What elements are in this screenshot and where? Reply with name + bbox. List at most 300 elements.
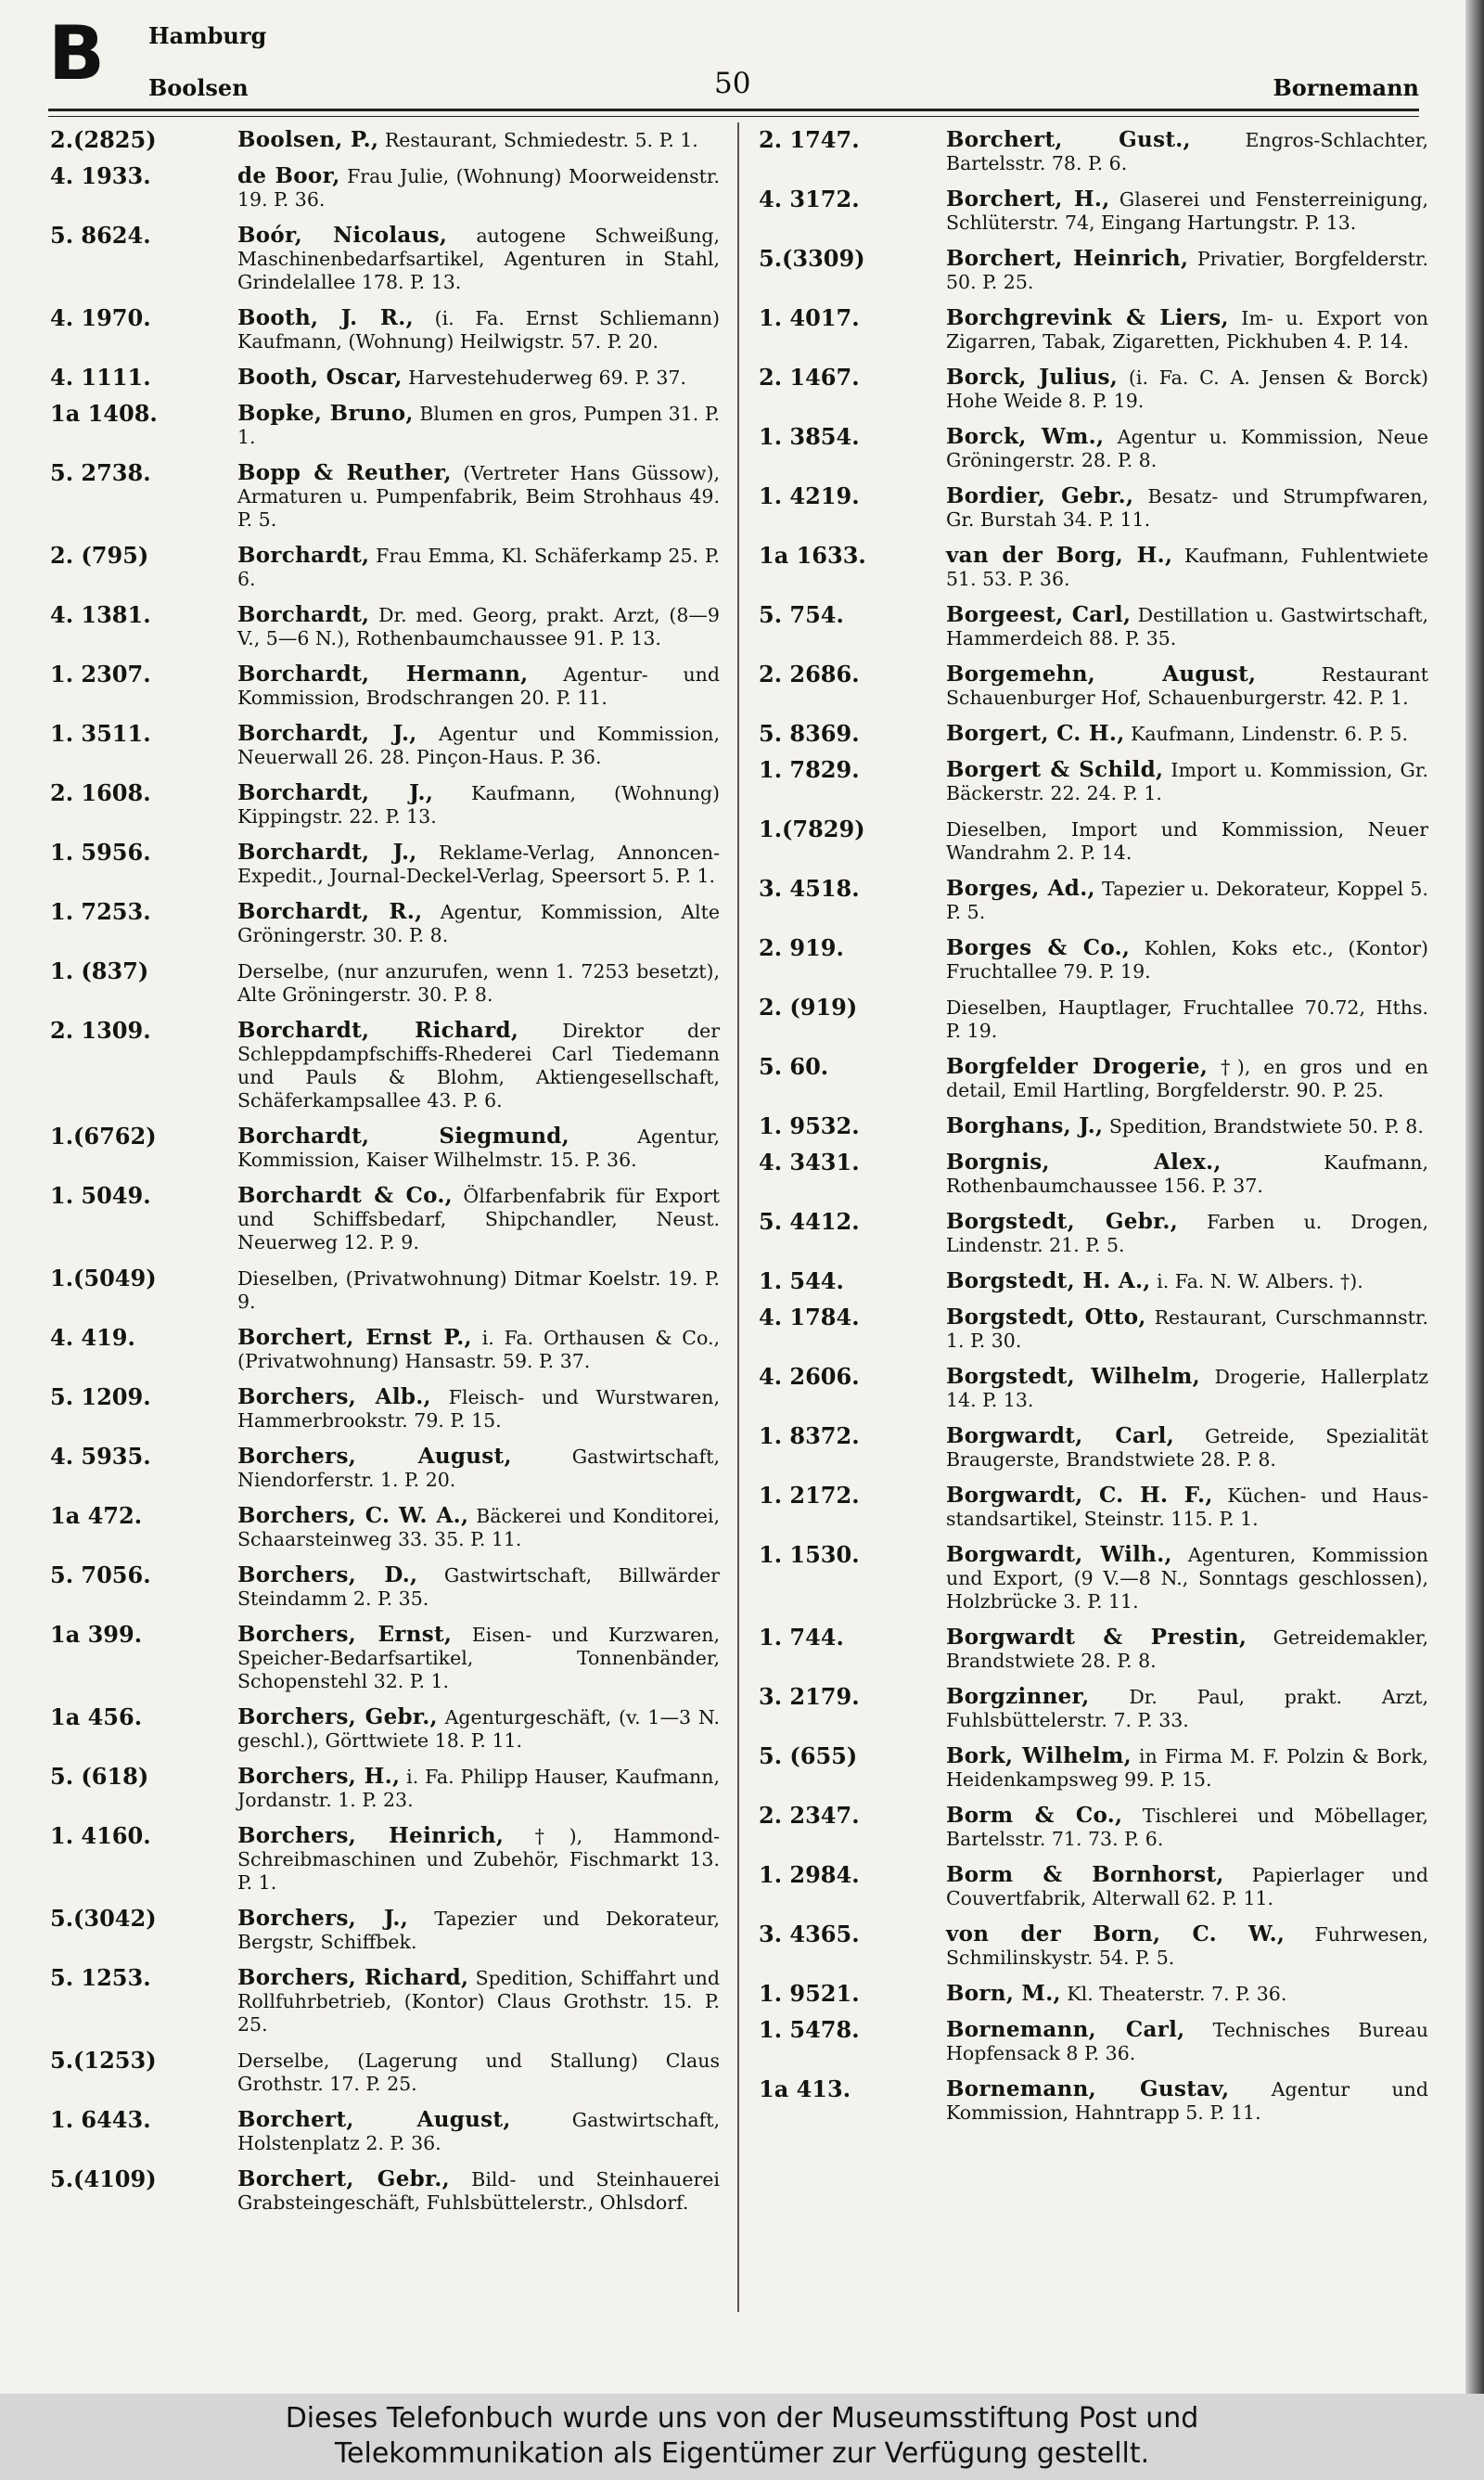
- entry-name: Borgstedt, Gebr.,: [946, 1209, 1178, 1234]
- entry-details: Gastwirtschaft, Niendorferstr. 1. P. 20.: [237, 1446, 720, 1491]
- entry-name: Borchers, Gebr.,: [237, 1704, 438, 1729]
- phone-number: 2. 2686.: [759, 661, 860, 687]
- entry-name: Boór, Nicolaus,: [237, 223, 448, 248]
- entry-details: Agentur und Kommission, Neuerwall 26. 28. Pinçon-Haus. P. 36.: [237, 723, 720, 768]
- phone-number: 5. 8369.: [759, 720, 860, 747]
- entry-name: Borgwardt, C. H. F.,: [946, 1483, 1213, 1508]
- directory-entry: [50, 1765, 720, 1812]
- directory-entry: [759, 1210, 1428, 1257]
- entry-text: [946, 425, 1428, 472]
- entry-details: Privatier, Borgfelderstr. 50. P. 25.: [946, 248, 1428, 293]
- phone-number: 2. (919): [759, 994, 858, 1021]
- phone-number: 1. 5956.: [50, 839, 151, 866]
- entry-text: [946, 817, 1428, 865]
- phone-number: 5. 7056.: [50, 1561, 151, 1588]
- entry-name: Borgfelder Drogerie,: [946, 1054, 1209, 1079]
- entry-text: [237, 2049, 720, 2096]
- entry-name: Borchardt, Siegmund,: [237, 1124, 569, 1149]
- directory-entry: [759, 758, 1428, 805]
- directory-entry: [759, 1625, 1428, 1673]
- entry-details: †), en gros und en detail, Emil Hartling, Borgfelderstr. 90. P. 25.: [946, 1056, 1428, 1101]
- entry-details: in Firma M. F. Polzin & Bork, Heidenkampsweg 99. P. 15.: [946, 1745, 1428, 1791]
- directory-entry: [50, 900, 720, 947]
- entry-text: [237, 306, 720, 353]
- entry-name: Borgzinner,: [946, 1684, 1090, 1709]
- header-first-entry: Boolsen: [148, 74, 249, 101]
- entry-text: [237, 603, 720, 650]
- entry-text: [946, 936, 1428, 983]
- entry-name: Borgstedt, Otto,: [946, 1304, 1146, 1330]
- entry-text: [946, 1424, 1428, 1471]
- directory-entry: [759, 1305, 1428, 1353]
- entry-name: Borm & Bornhorst,: [946, 1862, 1224, 1887]
- entry-name: Borchers, August,: [237, 1444, 512, 1469]
- entry-text: [237, 1184, 720, 1254]
- entry-details: Destillation u. Gastwirtschaft, Hammerdeich 88. P. 35.: [946, 604, 1428, 649]
- entry-text: [237, 781, 720, 829]
- entry-text: [237, 1765, 720, 1812]
- phone-number: 5. (618): [50, 1763, 149, 1790]
- entry-details: Besatz- und Strumpfwaren, Gr. Burstah 34. P. 11.: [946, 485, 1428, 531]
- header-last-entry: Bornemann: [1273, 74, 1419, 101]
- entry-details: Bäckerei und Konditorei, Schaarsteinweg 33. 35. P. 11.: [237, 1505, 720, 1550]
- entry-name: Borchardt, R.,: [237, 899, 423, 924]
- phone-number: 4. 1970.: [50, 304, 151, 331]
- entry-name: Borchert, Gebr.,: [237, 2166, 450, 2191]
- entry-details: Restaurant, Curschmannstr. 1. P. 30.: [946, 1306, 1428, 1352]
- directory-entry: [759, 662, 1428, 710]
- phone-number: 1a 1408.: [50, 400, 158, 427]
- phone-number: 2. 2347.: [759, 1802, 860, 1829]
- phone-number: 1.(6762): [50, 1123, 157, 1150]
- entry-name: Bornemann, Gustav,: [946, 2076, 1230, 2101]
- entry-name: Borm & Co.,: [946, 1803, 1123, 1828]
- entry-name: Bopke, Bruno,: [237, 401, 414, 426]
- entry-name: Borgstedt, H. A.,: [946, 1268, 1151, 1293]
- entry-text: [237, 1705, 720, 1753]
- phone-number: 1. 6443.: [50, 2106, 151, 2133]
- phone-number: 1. 5049.: [50, 1182, 151, 1209]
- entry-details: †), Hammond-Schreibmaschinen und Zubehör, Fischmarkt 13. P. 1.: [237, 1825, 720, 1894]
- entry-name: Booth, Oscar,: [237, 365, 403, 390]
- entry-text: [946, 722, 1428, 746]
- entry-details: Agentur, Kommission, Alte Gröningerstr. 30. P. 8.: [237, 901, 720, 946]
- entry-text: [946, 1305, 1428, 1353]
- phone-number: 4. 1111.: [50, 364, 151, 391]
- entry-name: Borchardt, J.,: [237, 721, 417, 746]
- phone-number: 1a 456.: [50, 1703, 143, 1730]
- directory-entry: [50, 662, 720, 710]
- directory-entry: [759, 1744, 1428, 1792]
- entry-name: Borgwardt, Wilh.,: [946, 1542, 1172, 1567]
- directory-entry: [50, 1445, 720, 1492]
- directory-entry: [759, 366, 1428, 413]
- entry-name: Borgert & Schild,: [946, 757, 1164, 782]
- entry-details: Gastwirtschaft, Holstenplatz 2. P. 36.: [237, 2109, 720, 2154]
- entry-text: [946, 662, 1428, 710]
- directory-entry: [50, 306, 720, 353]
- entry-details: i. Fa. N. W. Albers. †).: [1157, 1270, 1363, 1292]
- phone-number: 3. 4518.: [759, 875, 860, 902]
- entry-name: Borchers, J.,: [237, 1906, 409, 1931]
- entry-details: Harvestehuderweg 69. P. 37.: [408, 366, 686, 389]
- entry-details: Reklame-Verlag, Annoncen-Expedit., Journal-Deckel-Verlag, Speersort 5. P. 1.: [237, 842, 720, 887]
- entry-text: [237, 1445, 720, 1492]
- phone-number: 4. 1933.: [50, 162, 151, 189]
- phone-number: 1. 544.: [759, 1267, 844, 1294]
- entry-text: [237, 1266, 720, 1314]
- entry-details: Kaufmann, (Wohnung) Kippingstr. 22. P. 13.: [237, 782, 720, 828]
- directory-entry: [50, 1124, 720, 1172]
- directory-entry: [759, 877, 1428, 924]
- directory-entry: [50, 1563, 720, 1611]
- entry-details: Engros-Schlachter, Bartelsstr. 78. P. 6.: [946, 129, 1428, 174]
- entry-name: Borchardt, Hermann,: [237, 662, 529, 687]
- phone-number: 5. 2738.: [50, 459, 151, 486]
- phone-number: 5. 60.: [759, 1053, 829, 1080]
- entry-details: Farben u. Drogen, Lindenstr. 21. P. 5.: [946, 1211, 1428, 1256]
- entry-details: Import u. Kommission, Gr. Bäckerstr. 22. 24. P. 1.: [946, 759, 1428, 804]
- entry-text: [946, 247, 1428, 294]
- entry-details: Agentur- und Kommission, Brodschrangen 20. P. 11.: [237, 663, 720, 709]
- entry-name: Borchardt, J.,: [237, 780, 434, 805]
- entry-details: Agentur, Kommission, Kaiser Wilhelmstr. 15. P. 36.: [237, 1125, 720, 1171]
- phone-number: 2. (795): [50, 542, 149, 569]
- phone-number: 5. (655): [759, 1742, 858, 1769]
- phone-number: 2. 1747.: [759, 126, 860, 153]
- phone-number: 4. 3431.: [759, 1149, 860, 1176]
- directory-entry: [50, 1623, 720, 1693]
- entry-name: Borchgrevink & Liers,: [946, 305, 1229, 330]
- directory-entry: [759, 187, 1428, 235]
- entry-name: Borchert, August,: [237, 2107, 511, 2132]
- entry-details: Agentur und Kommission, Hahntrapp 5. P. 11.: [946, 2078, 1428, 2124]
- entry-details: Fleisch- und Wurstwaren, Hammerbrookstr. 79. P. 15.: [237, 1386, 720, 1432]
- footer-line-2: Telekommunikation als Eigentümer zur Verfügung gestellt.: [334, 2437, 1150, 2470]
- entry-text: [237, 2108, 720, 2155]
- entry-name: Borchardt,: [237, 543, 370, 568]
- phone-number: 4. 1381.: [50, 601, 151, 628]
- directory-entry: [50, 224, 720, 294]
- entry-text: [237, 366, 720, 390]
- phone-number: 1. 744.: [759, 1624, 844, 1651]
- entry-name: Borchert, H.,: [946, 186, 1110, 212]
- directory-entry: [759, 996, 1428, 1043]
- entry-name: Borchert, Heinrich,: [946, 246, 1189, 271]
- entry-name: Borgert, C. H.,: [946, 721, 1125, 746]
- directory-entry: [759, 247, 1428, 294]
- directory-entry: [759, 1150, 1428, 1198]
- entry-name: Borchardt & Co.,: [237, 1183, 453, 1208]
- entry-details: Glaserei und Fensterreinigung, Schlüterstr. 74, Eingang Hartungstr. P. 13.: [946, 188, 1428, 234]
- directory-entry: [50, 164, 720, 212]
- phone-number: 5.(3042): [50, 1905, 157, 1932]
- directory-entry: [759, 1055, 1428, 1102]
- entry-text: [237, 900, 720, 947]
- entry-details: Kl. Theaterstr. 7. P. 36.: [1067, 1983, 1287, 2005]
- entry-details: Papierlager und Couvertfabrik, Alterwall 62. P. 11.: [946, 1864, 1428, 1909]
- entry-text: [237, 1326, 720, 1373]
- phone-number: 1. 7253.: [50, 898, 151, 925]
- entry-text: [237, 1824, 720, 1895]
- left-column: [50, 128, 720, 2227]
- directory-entry: [50, 2108, 720, 2155]
- directory-entry: [759, 936, 1428, 983]
- directory-entry: [759, 128, 1428, 175]
- entry-name: Borchers, Ernst,: [237, 1622, 453, 1647]
- phone-number: 2. 919.: [759, 934, 844, 961]
- entry-text: [946, 1625, 1428, 1673]
- directory-entry: [759, 2077, 1428, 2125]
- entry-details: Dieselben, Import und Kommission, Neuer Wandrahm 2. P. 14.: [946, 818, 1428, 864]
- entry-details: Derselbe, (nur anzurufen, wenn 1. 7253 besetzt), Alte Gröningerstr. 30. P. 8.: [237, 960, 720, 1006]
- entry-name: Borges & Co.,: [946, 935, 1131, 960]
- entry-details: Agentur u. Kommission, Neue Gröningerstr. 28. P. 8.: [946, 426, 1428, 471]
- entry-name: Bornemann, Carl,: [946, 2017, 1185, 2042]
- directory-entry: [50, 841, 720, 888]
- entry-text: [237, 1504, 720, 1551]
- entry-name: Borchardt,: [237, 602, 370, 627]
- entry-name: Borck, Wm.,: [946, 424, 1105, 449]
- phone-number: 3. 2179.: [759, 1683, 860, 1710]
- phone-number: 1. 2984.: [759, 1861, 860, 1888]
- entry-details: (i. Fa. Ernst Schliemann) Kaufmann, (Wohnung) Heilwigstr. 57. P. 20.: [237, 307, 720, 353]
- entry-text: [946, 1150, 1428, 1198]
- entry-details: Tischlerei und Möbellager, Bartelsstr. 71. 73. P. 6.: [946, 1805, 1428, 1850]
- directory-entry: [759, 1685, 1428, 1732]
- entry-details: (Vertreter Hans Güssow), Armaturen u. Pumpenfabrik, Beim Strohhaus 49. P. 5.: [237, 462, 720, 531]
- phone-number: 2.(2825): [50, 126, 157, 153]
- entry-details: Kaufmann, Rothenbaumchaussee 156. P. 37.: [946, 1151, 1428, 1197]
- entry-details: Fuhrwesen, Schmilinskystr. 54. P. 5.: [946, 1923, 1428, 1969]
- entry-text: [946, 1982, 1428, 2006]
- entry-text: [946, 1484, 1428, 1531]
- entry-text: [946, 996, 1428, 1043]
- phone-number: 5.(1253): [50, 2047, 157, 2074]
- entry-details: Agenturen, Kommission und Export, (9 V.—8 N., Sonntags geschlossen), Holzbrücke 3. P. 11.: [946, 1544, 1428, 1613]
- phone-number: 2. 1467.: [759, 364, 860, 391]
- entry-name: Borchert, Gust.,: [946, 127, 1191, 152]
- entry-text: [946, 1543, 1428, 1613]
- phone-number: 1. 4160.: [50, 1822, 151, 1849]
- entry-details: Ölfarbenfabrik für Export und Schiffsbedarf, Shipchandler, Neust. Neuerweg 12. P. 9.: [237, 1185, 720, 1253]
- phone-number: 1a 399.: [50, 1621, 143, 1648]
- entry-text: [237, 662, 720, 710]
- phone-number: 1. (837): [50, 957, 149, 984]
- directory-entry: [759, 722, 1428, 746]
- entry-details: i. Fa. Philipp Hauser, Kaufmann, Jordanstr. 1. P. 23.: [237, 1766, 720, 1811]
- entry-name: Borchers, Richard,: [237, 1965, 469, 1990]
- phone-number: 1. 3854.: [759, 423, 860, 450]
- entry-text: [237, 402, 720, 449]
- directory-entry: [50, 1705, 720, 1753]
- directory-entry: [759, 1863, 1428, 1910]
- entry-text: [237, 544, 720, 591]
- entry-name: Borck, Julius,: [946, 365, 1119, 390]
- directory-entry: [50, 1266, 720, 1314]
- entry-text: [237, 1019, 720, 1112]
- entry-details: Agenturgeschäft, (v. 1—3 N. geschl.), Görttwiete 18. P. 11.: [237, 1706, 720, 1752]
- entry-details: Dr. Paul, prakt. Arzt, Fuhlsbüttelerstr. 7. P. 33.: [946, 1686, 1428, 1731]
- entry-text: [946, 1365, 1428, 1412]
- entry-name: Borghans, J.,: [946, 1113, 1104, 1138]
- entry-text: [946, 484, 1428, 532]
- entry-name: Borchers, Heinrich,: [237, 1823, 505, 1848]
- phone-number: 5.(3309): [759, 245, 865, 272]
- phone-number: 1. 2307.: [50, 661, 151, 687]
- entry-text: [946, 1685, 1428, 1732]
- entry-text: [946, 187, 1428, 235]
- phone-number: 1. 8372.: [759, 1422, 860, 1449]
- entry-text: [237, 1966, 720, 2037]
- directory-entry: [759, 1484, 1428, 1531]
- entry-details: i. Fa. Orthausen & Co., (Privatwohnung) Hansastr. 59. P. 37.: [237, 1327, 721, 1372]
- entry-name: Borgemehn, August,: [946, 662, 1257, 687]
- entry-text: [946, 1210, 1428, 1257]
- directory-entry: [759, 2018, 1428, 2065]
- entry-details: Tapezier u. Dekorateur, Koppel 5. P. 5.: [946, 878, 1428, 923]
- entry-text: [946, 128, 1428, 175]
- directory-entry: [50, 1966, 720, 2037]
- directory-entry: [50, 366, 720, 390]
- entry-text: [237, 1907, 720, 1954]
- phone-number: 1a 472.: [50, 1502, 143, 1529]
- phone-number: 1. 9521.: [759, 1980, 860, 2007]
- phone-number: 4. 5935.: [50, 1443, 151, 1470]
- entry-text: [237, 1623, 720, 1693]
- entry-details: Restaurant, Schmiedestr. 5. P. 1.: [384, 129, 698, 151]
- entry-name: Bork, Wilhelm,: [946, 1743, 1132, 1768]
- entry-name: von der Born, C. W.,: [946, 1921, 1286, 1947]
- phone-number: 1. 5478.: [759, 2016, 860, 2043]
- entry-name: Borchert, Ernst P.,: [237, 1325, 472, 1350]
- entry-text: [946, 1922, 1428, 1970]
- phone-number: 5. 4412.: [759, 1208, 860, 1235]
- directory-entry: [50, 722, 720, 769]
- entry-details: autogene Schweißung, Maschinenbedarfsartikel, Agenturen in Stahl, Grindelallee 178. P. 13.: [237, 225, 720, 293]
- section-letter: B: [48, 10, 105, 96]
- entry-name: Borchers, D.,: [237, 1562, 418, 1587]
- entry-details: Dr. med. Georg, prakt. Arzt, (8—9 V., 5—6 N.), Rothenbaumchaussee 91. P. 13.: [237, 604, 720, 649]
- entry-name: Borgnis, Alex.,: [946, 1150, 1222, 1175]
- entry-text: [946, 1114, 1428, 1138]
- entry-details: Drogerie, Hallerplatz 14. P. 13.: [946, 1366, 1428, 1411]
- header-rule-thick: [48, 109, 1419, 111]
- entry-name: Borgeest, Carl,: [946, 602, 1132, 627]
- entry-details: Spedition, Schiffahrt und Rollfuhrbetrieb, (Kontor) Claus Grothstr. 15. P. 25.: [237, 1967, 720, 2036]
- phone-number: 1. 1530.: [759, 1541, 860, 1568]
- directory-entry: [50, 1184, 720, 1254]
- entry-details: Kaufmann, Fuhlentwiete 51. 53. P. 36.: [946, 545, 1428, 590]
- directory-entry: [50, 959, 720, 1007]
- phone-number: 1. 7829.: [759, 756, 860, 783]
- phone-number: 5.(4109): [50, 2165, 157, 2192]
- entry-name: Borchardt, Richard,: [237, 1018, 519, 1043]
- entry-text: [237, 2167, 720, 2215]
- entry-name: Bordier, Gebr.,: [946, 483, 1134, 508]
- phone-number: 1a 413.: [759, 2075, 851, 2102]
- directory-entry: [759, 817, 1428, 865]
- entry-details: Direktor der Schleppdampfschiffs-Rhederei Carl Tiedemann und Pauls & Blohm, Aktiengesellschaft, Schäferkampsallee 43. P. 6.: [237, 1020, 720, 1112]
- directory-entry: [50, 2167, 720, 2215]
- directory-entry: [759, 1424, 1428, 1471]
- entry-details: Technisches Bureau Hopfensack 8 P. 36.: [946, 2019, 1428, 2064]
- phone-number: 4. 419.: [50, 1324, 135, 1351]
- entry-details: Restaurant Schauenburger Hof, Schauenburgerstr. 42. P. 1.: [946, 663, 1428, 709]
- entry-text: [237, 959, 720, 1007]
- entry-name: Born, M.,: [946, 1981, 1061, 2006]
- entry-name: Borchardt, J.,: [237, 840, 417, 865]
- entry-text: [946, 544, 1428, 591]
- directory-entry: [50, 603, 720, 650]
- right-column: [759, 128, 1428, 2137]
- directory-entry: [759, 1114, 1428, 1138]
- entry-text: [946, 1055, 1428, 1102]
- phone-number: 4. 3172.: [759, 186, 860, 212]
- directory-entry: [759, 425, 1428, 472]
- entry-details: Getreide, Spezialität Braugerste, Brandstwiete 28. P. 8.: [946, 1425, 1428, 1471]
- phone-number: 1. 2172.: [759, 1482, 860, 1509]
- entry-details: Getreidemakler, Brandstwiete 28. P. 8.: [946, 1626, 1428, 1672]
- entry-text: [946, 2018, 1428, 2065]
- entry-text: [946, 2077, 1428, 2125]
- directory-entry: [759, 1922, 1428, 1970]
- phone-number: 5. 8624.: [50, 222, 151, 249]
- entry-details: Gastwirtschaft, Billwärder Steindamm 2. P. 35.: [237, 1564, 720, 1610]
- entry-name: van der Borg, H.,: [946, 543, 1173, 568]
- entry-name: Borgwardt & Prestin,: [946, 1625, 1247, 1650]
- entry-text: [946, 306, 1428, 353]
- directory-entry: [50, 128, 720, 152]
- entry-text: [237, 1563, 720, 1611]
- directory-entry: [759, 484, 1428, 532]
- directory-entry: [50, 781, 720, 829]
- entry-text: [237, 164, 720, 212]
- entry-name: Borchers, Alb.,: [237, 1384, 431, 1409]
- directory-entry: [50, 1326, 720, 1373]
- entry-name: Bopp & Reuther,: [237, 460, 452, 485]
- entry-text: [946, 1744, 1428, 1792]
- directory-entry: [50, 461, 720, 532]
- entry-name: Boolsen, P.,: [237, 127, 379, 152]
- entry-text: [946, 758, 1428, 805]
- entry-details: Dieselben, Hauptlager, Fruchtallee 70.72, Hths. P. 19.: [946, 996, 1428, 1042]
- entry-name: Borgstedt, Wilhelm,: [946, 1364, 1200, 1389]
- entry-text: [946, 1863, 1428, 1910]
- entry-details: Bild- und Steinhauerei Grabsteingeschäft, Fuhlsbüttelerstr., Ohlsdorf.: [237, 2168, 720, 2214]
- entry-text: [237, 1385, 720, 1433]
- phone-number: 1.(5049): [50, 1265, 157, 1291]
- entry-details: Spedition, Brandstwiete 50. P. 8.: [1108, 1115, 1424, 1137]
- phone-number: 5. 754.: [759, 601, 844, 628]
- entry-details: Kaufmann, Lindenstr. 6. P. 5.: [1131, 723, 1408, 745]
- phone-number: 1. 4017.: [759, 304, 860, 331]
- footer-line-1: Dieses Telefonbuch wurde uns von der Museumsstiftung Post und: [285, 2402, 1199, 2435]
- entry-details: Eisen- und Kurzwaren, Speicher-Bedarfsartikel, Tonnenbänder, Schopenstehl 32. P. 1.: [237, 1624, 720, 1692]
- directory-entry: [50, 1385, 720, 1433]
- directory-entry: [50, 1907, 720, 1954]
- phone-number: 1. 4219.: [759, 482, 860, 509]
- phone-number: 1.(7829): [759, 816, 865, 842]
- directory-entry: [50, 2049, 720, 2096]
- phone-number: 2. 1309.: [50, 1017, 151, 1044]
- directory-entry: [759, 1804, 1428, 1851]
- directory-entry: [50, 1019, 720, 1112]
- directory-entry: [759, 1543, 1428, 1613]
- entry-details: Kohlen, Koks etc., (Kontor) Fruchtallee 79. P. 19.: [946, 937, 1429, 983]
- entry-text: [237, 841, 720, 888]
- phone-number: 5. 1209.: [50, 1383, 151, 1410]
